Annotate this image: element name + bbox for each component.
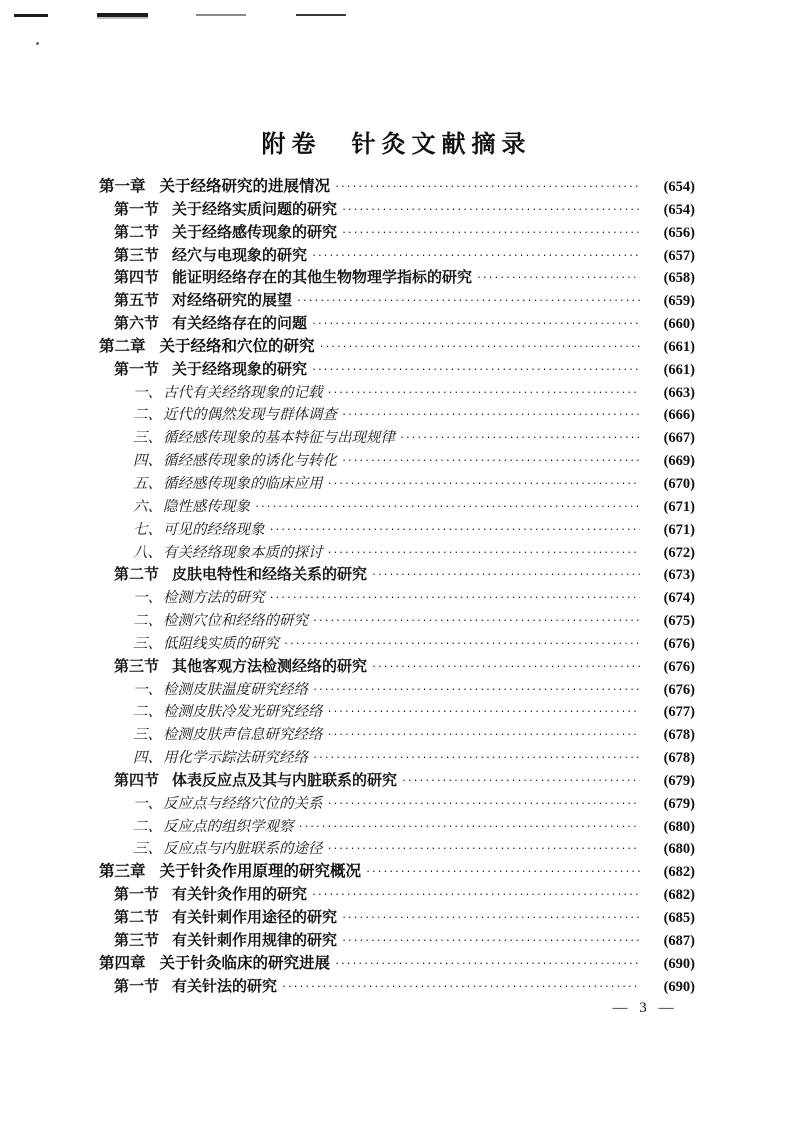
toc-entry-title: 关于经络实质问题的研究	[172, 200, 338, 218]
toc-entry-page-number: (687)	[663, 932, 695, 949]
toc-entry-title: 其他客观方法检测经络的研究	[172, 657, 368, 675]
toc-entry-page-number: (672)	[663, 544, 695, 561]
toc-entry	[99, 930, 695, 953]
toc-entry-title: 用化学示踪法研究经络	[163, 750, 308, 767]
toc-entry	[99, 884, 695, 907]
dot-leader	[282, 975, 640, 998]
toc-entry-page-number: (676)	[663, 681, 695, 698]
toc-entry	[99, 747, 695, 770]
toc-entry-label: 第二节	[114, 566, 160, 584]
toc-entry-title: 有关经络存在的问题	[172, 315, 308, 333]
dot-leader	[320, 335, 640, 358]
toc-entry	[99, 793, 695, 816]
toc-entry-label: 二、	[133, 818, 162, 835]
toc-entry-title: 关于经络和穴位的研究	[159, 337, 315, 355]
dot-leader	[328, 381, 641, 404]
dot-leader	[328, 700, 641, 723]
toc-entry-title: 有关针法的研究	[172, 977, 278, 995]
toc-entry	[99, 656, 695, 679]
toc-entry-title: 循经感传现象的诱化与转化	[163, 453, 337, 470]
toc-entry-title: 经穴与电现象的研究	[172, 246, 308, 264]
toc-entry-page-number: (659)	[663, 293, 695, 310]
toc-entry-page-number: (670)	[663, 475, 695, 492]
toc-entry	[99, 976, 695, 999]
toc-entry-title: 关于针灸临床的研究进展	[159, 954, 331, 972]
toc-entry-page-number: (663)	[663, 384, 695, 401]
dot-leader	[477, 266, 640, 289]
dot-leader	[400, 426, 640, 449]
toc-entry	[99, 359, 695, 382]
dot-leader	[342, 449, 640, 472]
toc-entry	[99, 267, 695, 290]
toc-entry-page-number: (678)	[663, 750, 695, 767]
toc-entry-page-number: (656)	[663, 224, 695, 241]
dot-leader	[342, 198, 640, 221]
toc-entry-label: 第三节	[114, 246, 160, 264]
toc-entry	[99, 245, 695, 268]
toc-entry	[99, 953, 695, 976]
dot-leader	[270, 586, 641, 609]
toc-entry-label: 第五节	[114, 292, 160, 310]
dot-leader	[313, 746, 640, 769]
scan-registration-mark	[97, 13, 148, 17]
toc-entry	[99, 633, 695, 656]
toc-entry-label: 三、	[133, 841, 162, 858]
toc-entry-label: 第一节	[114, 886, 160, 904]
dot-leader	[328, 837, 641, 860]
toc-entry-title: 循经感传现象的临床应用	[163, 475, 323, 492]
toc-entry-label: 五、	[133, 475, 162, 492]
toc-entry	[99, 427, 695, 450]
scan-registration-mark	[14, 14, 48, 17]
scan-registration-mark	[196, 14, 246, 16]
toc-entry-page-number: (678)	[663, 727, 695, 744]
toc-entry-page-number: (682)	[663, 887, 695, 904]
toc-entry-label: 一、	[133, 795, 162, 812]
toc-entry	[99, 838, 695, 861]
toc-entry-label: 一、	[133, 590, 162, 607]
toc-entry-title: 循经感传现象的基本特征与出现规律	[163, 430, 395, 447]
dot-leader	[312, 312, 640, 335]
toc-entry-label: 第四章	[99, 954, 146, 972]
dot-leader	[313, 609, 640, 632]
dot-leader	[312, 883, 640, 906]
dot-leader	[313, 678, 640, 701]
toc-entry-page-number: (685)	[663, 910, 695, 926]
toc-entry-page-number: (660)	[663, 316, 695, 333]
toc-entry-page-number: (680)	[663, 818, 695, 835]
toc-entry-title: 有关经络现象本质的探讨	[163, 544, 323, 561]
toc-entry-title: 低阻线实质的研究	[163, 635, 279, 652]
toc-entry-title: 有关针刺作用途径的研究	[172, 909, 338, 926]
toc-entry	[99, 222, 695, 245]
toc-entry-page-number: (675)	[663, 613, 695, 630]
toc-entry	[99, 770, 695, 793]
toc-entry-label: 第二章	[99, 337, 146, 355]
dot-leader	[328, 472, 641, 495]
toc-entry-label: 第六节	[114, 315, 160, 333]
toc-entry-page-number: (673)	[663, 567, 695, 584]
toc-entry-title: 有关针灸作用的研究	[172, 886, 308, 904]
toc-entry-label: 第四节	[114, 771, 160, 789]
toc-entry-page-number: (661)	[663, 361, 695, 378]
toc-entry-title: 反应点的组织学观察	[163, 818, 294, 835]
toc-entry-title: 检测皮肤冷发光研究经络	[163, 704, 323, 721]
toc-entry-title: 能证明经络存在的其他生物物理学指标的研究	[172, 269, 473, 287]
dot-leader	[270, 518, 641, 541]
toc-entry	[99, 816, 695, 839]
dot-leader	[402, 769, 640, 792]
toc-entry-label: 二、	[133, 613, 162, 630]
toc-entry-title: 近代的偶然发现与群体调查	[163, 407, 337, 424]
toc-entry-title: 关于针灸作用原理的研究概况	[159, 863, 362, 881]
toc-entry-label: 第二节	[114, 223, 160, 241]
dot-leader	[299, 815, 641, 838]
toc-entry	[99, 564, 695, 587]
toc-entry-page-number: (676)	[663, 635, 695, 652]
toc-entry	[99, 907, 695, 930]
dot-leader	[284, 632, 640, 655]
toc-entry	[99, 724, 695, 747]
toc-entry-label: 三、	[133, 635, 162, 652]
toc-entry-label: 四、	[133, 453, 162, 470]
toc-entry	[99, 587, 695, 610]
toc-entry-page-number: (669)	[663, 453, 695, 470]
dot-leader	[342, 221, 640, 244]
toc-entry-page-number: (674)	[663, 590, 695, 607]
toc-entry	[99, 382, 695, 405]
toc-entry-page-number: (682)	[663, 864, 695, 881]
toc-entry-page-number: (676)	[663, 658, 695, 675]
toc-entry-page-number: (658)	[663, 270, 695, 287]
toc-entry	[99, 336, 695, 359]
page-number-footer: — 3 —	[612, 1000, 678, 1016]
toc-entry-page-number: (690)	[663, 955, 695, 972]
dot-leader	[335, 952, 640, 975]
toc-entry-label: 二、	[133, 704, 162, 721]
toc-entry-page-number: (661)	[663, 338, 695, 355]
toc-entry-label: 第三节	[114, 931, 160, 949]
dot-leader	[372, 563, 640, 586]
toc-entry-label: 一、	[133, 681, 162, 698]
toc-list	[99, 176, 695, 998]
toc-entry-page-number: (654)	[663, 201, 695, 218]
toc-entry-label: 四、	[133, 750, 162, 767]
toc-entry-title: 有关针刺作用规律的研究	[172, 931, 338, 949]
toc-entry-page-number: (679)	[663, 795, 695, 812]
toc-entry	[99, 542, 695, 565]
dot-leader	[255, 495, 640, 518]
toc-entry-page-number: (657)	[663, 247, 695, 264]
toc-entry	[99, 519, 695, 542]
dot-leader	[342, 403, 640, 426]
toc-entry-label: 第二节	[114, 909, 160, 926]
dot-leader	[328, 792, 641, 815]
toc-entry	[99, 290, 695, 313]
toc-entry	[99, 496, 695, 519]
dot-leader	[342, 929, 640, 952]
toc-entry-title: 检测皮肤温度研究经络	[163, 681, 308, 698]
toc-entry-title: 检测方法的研究	[163, 590, 265, 607]
dot-leader	[328, 541, 641, 564]
toc-entry-title: 关于经络研究的进展情况	[159, 178, 331, 195]
toc-entry-page-number: (667)	[663, 430, 695, 447]
toc-entry-label: 六、	[133, 498, 162, 515]
toc-entry	[99, 199, 695, 222]
dot-leader	[297, 289, 640, 312]
toc-entry	[99, 610, 695, 633]
dot-leader	[328, 723, 641, 746]
toc-entry-label: 七、	[133, 521, 162, 538]
scan-speck	[36, 42, 39, 45]
toc-entry-label: 一、	[133, 384, 162, 401]
toc-entry-title: 体表反应点及其与内脏联系的研究	[172, 771, 398, 789]
toc-entry-title: 反应点与内脏联系的途径	[163, 841, 323, 858]
toc-entry-title: 检测穴位和经络的研究	[163, 613, 308, 630]
toc-entry-page-number: (654)	[663, 179, 695, 195]
toc-entry	[99, 679, 695, 702]
dot-leader	[312, 244, 640, 267]
toc-entry-page-number: (671)	[663, 521, 695, 538]
toc-entry-label: 第一节	[114, 977, 160, 995]
toc-entry-label: 第一章	[99, 178, 146, 195]
toc-entry-label: 三、	[133, 727, 162, 744]
toc-entry	[99, 313, 695, 336]
toc-entry-title: 可见的经络现象	[163, 521, 265, 538]
toc-entry	[99, 176, 695, 199]
toc-entry-label: 第三节	[114, 657, 160, 675]
toc-entry-label: 第一节	[114, 200, 160, 218]
toc-entry	[99, 473, 695, 496]
toc-entry	[99, 450, 695, 473]
toc-entry-page-number: (666)	[663, 407, 695, 424]
toc-entry-label: 八、	[133, 544, 162, 561]
toc-entry-page-number: (680)	[663, 841, 695, 858]
dot-leader	[372, 655, 640, 678]
toc-entry-page-number: (679)	[663, 772, 695, 789]
toc-entry-title: 检测皮肤声信息研究经络	[163, 727, 323, 744]
toc-entry-title: 隐性感传现象	[163, 498, 250, 515]
toc-entry-title: 皮肤电特性和经络关系的研究	[172, 566, 368, 584]
toc-entry-label: 三、	[133, 430, 162, 447]
dot-leader	[366, 860, 640, 883]
toc-entry-page-number: (690)	[663, 978, 695, 995]
toc-entry-label: 二、	[133, 407, 162, 424]
toc-entry-page-number: (677)	[663, 704, 695, 721]
dot-leader	[342, 906, 640, 929]
toc-entry-title: 对经络研究的展望	[172, 292, 293, 310]
toc-entry	[99, 701, 695, 724]
toc-entry-label: 第四节	[114, 269, 160, 287]
toc-entry	[99, 861, 695, 884]
toc-entry-title: 关于经络现象的研究	[172, 360, 308, 378]
dot-leader	[312, 358, 640, 381]
page-title: 附卷 针灸文献摘录	[261, 131, 532, 158]
toc-entry-title: 关于经络感传现象的研究	[172, 223, 338, 241]
toc-entry	[99, 404, 695, 427]
toc-entry-label: 第三章	[99, 863, 146, 881]
toc-entry-title: 反应点与经络穴位的关系	[163, 795, 323, 812]
dot-leader	[335, 175, 640, 198]
toc-entry-label: 第一节	[114, 360, 160, 378]
scan-registration-mark	[296, 14, 346, 16]
toc-entry-page-number: (671)	[663, 498, 695, 515]
toc-entry-title: 古代有关经络现象的记载	[163, 384, 323, 401]
